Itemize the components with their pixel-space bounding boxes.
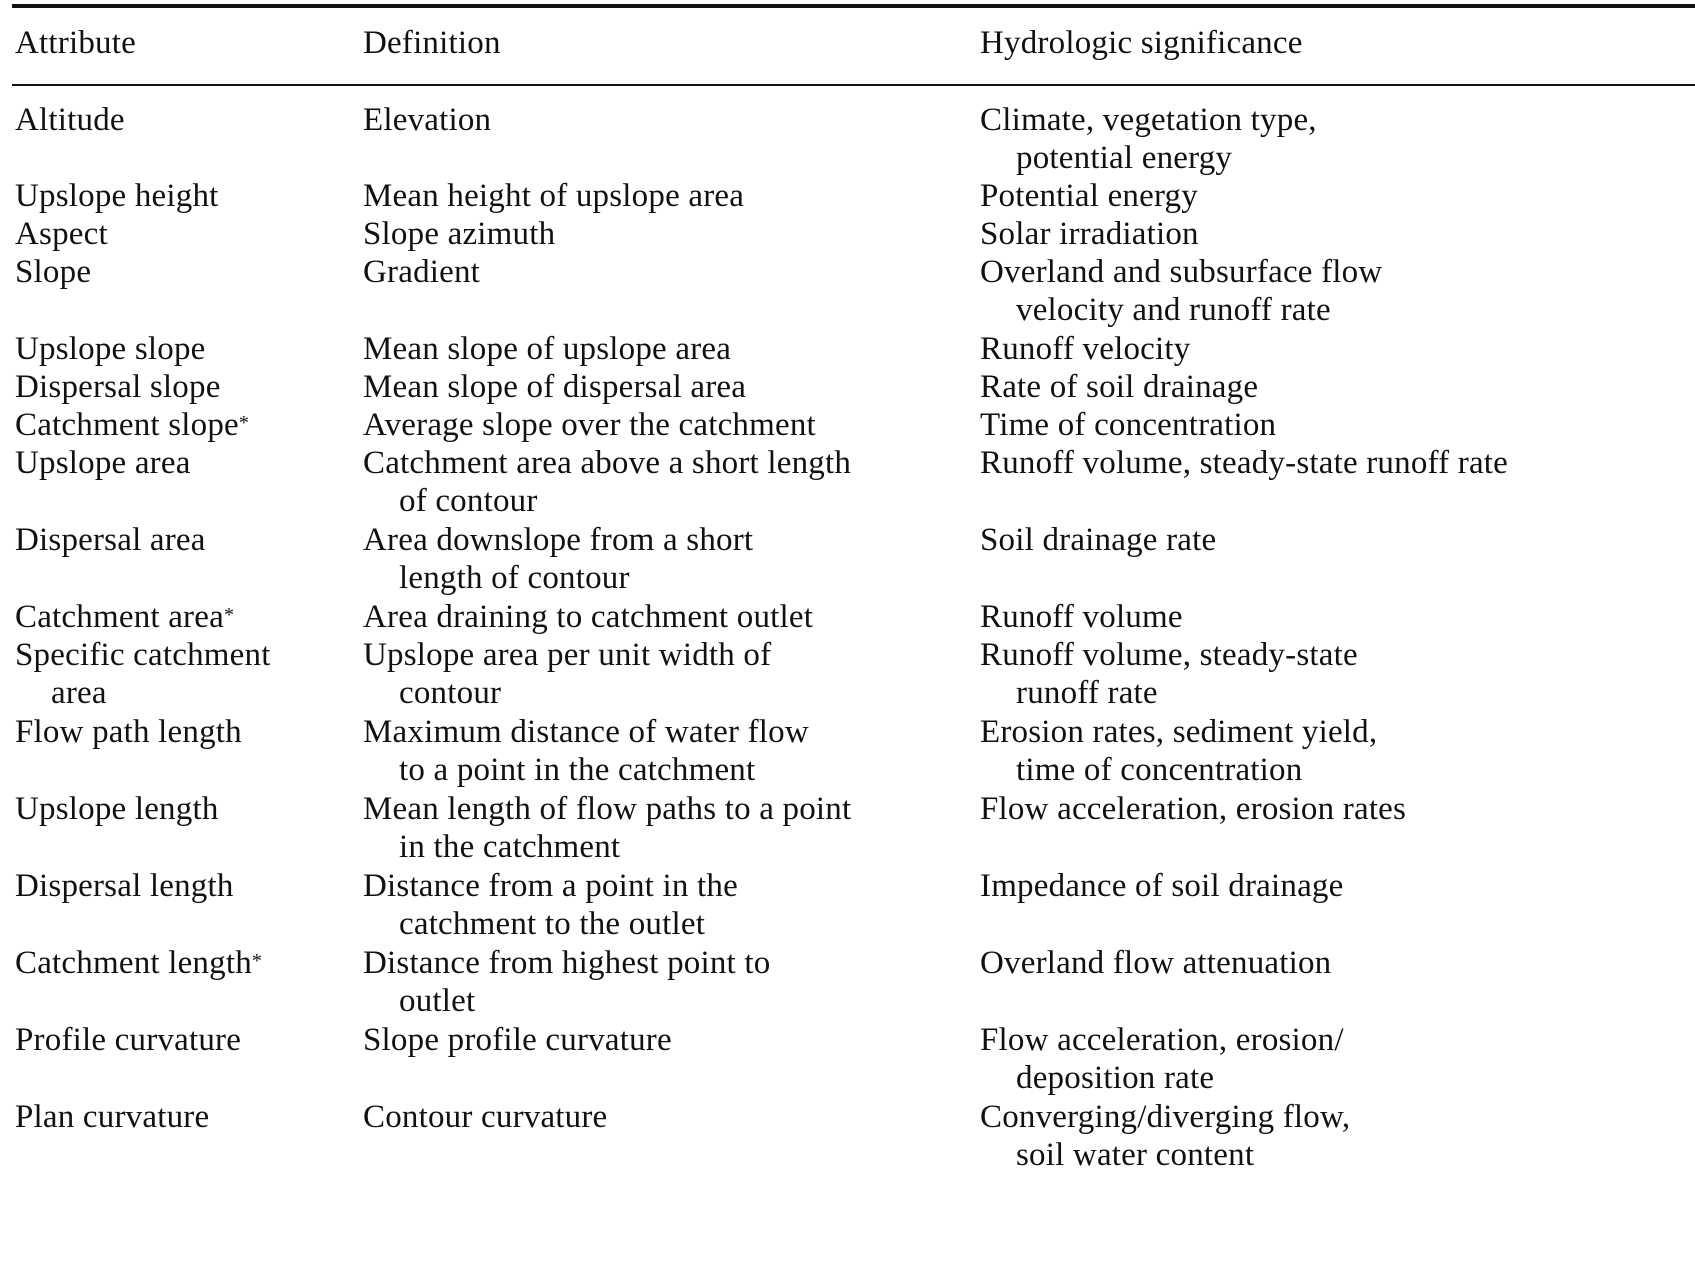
attribute-cell: [15, 867, 234, 905]
definition-cell-line: [363, 790, 851, 828]
significance-cell-text: Overland and subsurface flow: [980, 254, 1383, 290]
definition-cell: [363, 368, 746, 406]
significance-cell-line: [980, 1021, 1344, 1059]
definition-cell-line: [363, 330, 731, 368]
definition-cell-text: Distance from highest point to: [363, 945, 771, 981]
table-header-rule: [12, 84, 1695, 86]
footnote-asterisk: *: [238, 412, 250, 434]
attribute-cell-line: [15, 330, 206, 368]
definition-cell-line: [363, 828, 851, 866]
significance-cell-line: [980, 101, 1317, 139]
attribute-cell: [15, 713, 242, 751]
significance-cell-text: Runoff volume, steady-state: [980, 637, 1358, 673]
definition-cell-line: [363, 482, 851, 520]
attribute-cell-text: Plan curvature: [15, 1099, 210, 1135]
significance-cell-line: [980, 291, 1382, 329]
significance-cell-line: [980, 867, 1343, 905]
footnote-asterisk: *: [251, 950, 263, 972]
significance-cell: [980, 215, 1199, 253]
attribute-cell: [15, 406, 249, 444]
significance-cell: [980, 444, 1508, 482]
attribute-cell-text: Specific catchment: [15, 637, 271, 673]
attribute-cell: [15, 1098, 209, 1136]
definition-cell-text: Mean slope of dispersal area: [363, 369, 747, 405]
definition-cell: [363, 406, 816, 444]
attribute-cell-text: Catchment length: [15, 945, 252, 981]
attribute-cell: [15, 215, 108, 253]
definition-cell-line: [363, 101, 491, 139]
significance-cell-line: [980, 636, 1358, 674]
significance-cell: [980, 1098, 1350, 1174]
attribute-cell-line: [15, 1021, 241, 1059]
definition-cell-line: [363, 751, 809, 789]
attribute-cell-text: Dispersal area: [15, 522, 206, 558]
attribute-cell-text: Aspect: [15, 216, 108, 252]
significance-cell-line: [980, 368, 1258, 406]
attribute-cell-line: [15, 636, 271, 674]
significance-cell: [980, 867, 1343, 905]
attribute-cell: [15, 177, 219, 215]
significance-cell-line: [980, 1059, 1344, 1097]
definition-cell-line: [363, 444, 851, 482]
attribute-cell: [15, 790, 219, 828]
footnote-asterisk: *: [223, 604, 235, 626]
definition-cell: [363, 636, 771, 712]
attribute-cell: [15, 253, 91, 291]
attribute-cell: [15, 444, 191, 482]
definition-cell-text: of contour: [399, 483, 538, 519]
attribute-cell: [15, 330, 206, 368]
definition-cell: [363, 1021, 672, 1059]
definition-cell: [363, 444, 851, 520]
attribute-cell-text: Altitude: [15, 102, 125, 138]
definition-cell-line: [363, 1098, 607, 1136]
significance-cell-text: Impedance of soil drainage: [980, 868, 1344, 904]
significance-cell-text: Rate of soil drainage: [980, 369, 1259, 405]
definition-cell: [363, 521, 753, 597]
definition-cell-text: Mean height of upslope area: [363, 178, 745, 214]
significance-cell-text: Runoff volume, steady-state runoff rate: [980, 445, 1509, 481]
significance-cell-line: [980, 139, 1317, 177]
header-hydrologic-significance: Hydrologic significance: [980, 25, 1303, 61]
header-attribute: Attribute: [15, 25, 136, 61]
significance-cell-text: soil water content: [1016, 1137, 1255, 1173]
attribute-cell-text: Catchment area: [15, 599, 224, 635]
significance-cell-line: [980, 521, 1216, 559]
definition-cell-text: catchment to the outlet: [399, 906, 706, 942]
significance-cell: [980, 406, 1276, 444]
attribute-cell-line: [15, 867, 234, 905]
definition-cell: [363, 215, 555, 253]
attribute-cell-line: [15, 1098, 209, 1136]
significance-cell: [980, 944, 1331, 982]
attribute-cell-text: Upslope length: [15, 791, 219, 827]
header-definition: Definition: [363, 25, 501, 61]
definition-cell-line: [363, 559, 753, 597]
significance-cell-text: Converging/diverging flow,: [980, 1099, 1351, 1135]
attribute-cell-text: Profile curvature: [15, 1022, 242, 1058]
attribute-cell-line: [15, 253, 91, 291]
significance-cell-line: [980, 406, 1276, 444]
definition-cell-text: Gradient: [363, 254, 481, 290]
definition-cell: [363, 101, 491, 139]
attribute-cell-text: Catchment slope: [15, 407, 239, 443]
significance-cell-text: time of concentration: [1016, 752, 1303, 788]
significance-cell-line: [980, 177, 1198, 215]
definition-cell-line: [363, 177, 744, 215]
definition-cell: [363, 598, 813, 636]
definition-cell: [363, 944, 770, 1020]
definition-cell-line: [363, 867, 738, 905]
definition-cell: [363, 1098, 607, 1136]
definition-cell-text: outlet: [399, 983, 476, 1019]
significance-cell-text: velocity and runoff rate: [1016, 292, 1331, 328]
definition-cell-text: Average slope over the catchment: [363, 407, 816, 443]
definition-cell-text: Area downslope from a short: [363, 522, 754, 558]
attribute-cell-line: [15, 177, 219, 215]
significance-cell-text: runoff rate: [1016, 675, 1158, 711]
attribute-cell: [15, 598, 234, 636]
attribute-cell-line: [15, 790, 219, 828]
significance-cell: [980, 713, 1377, 789]
definition-cell-line: [363, 406, 816, 444]
definition-cell-line: [363, 982, 770, 1020]
significance-cell-text: Solar irradiation: [980, 216, 1199, 252]
definition-cell-line: [363, 253, 480, 291]
definition-cell: [363, 177, 744, 215]
significance-cell-text: deposition rate: [1016, 1060, 1215, 1096]
definition-cell-text: Slope azimuth: [363, 216, 556, 252]
attribute-cell: [15, 101, 125, 139]
attribute-cell: [15, 368, 221, 406]
significance-cell-line: [980, 944, 1331, 982]
definition-cell: [363, 790, 851, 866]
attribute-cell-line: [15, 368, 221, 406]
significance-cell-line: [980, 444, 1508, 482]
definition-cell-line: [363, 905, 738, 943]
definition-cell-line: [363, 215, 555, 253]
significance-cell: [980, 368, 1258, 406]
attribute-cell-line: [15, 713, 242, 751]
definition-cell-text: Distance from a point in the: [363, 868, 738, 904]
definition-cell: [363, 330, 731, 368]
attribute-cell-text: Upslope height: [15, 178, 219, 214]
definition-cell-text: Mean slope of upslope area: [363, 331, 732, 367]
definition-cell-text: Upslope area per unit width of: [363, 637, 772, 673]
definition-cell-line: [363, 368, 746, 406]
significance-cell: [980, 636, 1358, 712]
attribute-cell-text: area: [51, 675, 107, 711]
attribute-cell-line: [15, 944, 262, 982]
significance-cell-text: Soil drainage rate: [980, 522, 1217, 558]
attribute-cell-line: [15, 598, 234, 636]
significance-cell: [980, 253, 1382, 329]
definition-cell-text: to a point in the catchment: [399, 752, 756, 788]
significance-cell-line: [980, 713, 1377, 751]
attribute-cell-line: [15, 215, 108, 253]
attribute-cell-line: [15, 101, 125, 139]
significance-cell-text: Runoff velocity: [980, 331, 1191, 367]
attribute-cell: [15, 636, 271, 712]
significance-cell-line: [980, 215, 1199, 253]
definition-cell: [363, 713, 809, 789]
significance-cell-line: [980, 790, 1406, 828]
significance-cell-line: [980, 674, 1358, 712]
table-top-rule: [12, 4, 1695, 8]
definition-cell: [363, 867, 738, 943]
definition-cell-text: Elevation: [363, 102, 492, 138]
significance-cell-line: [980, 751, 1377, 789]
definition-cell-line: [363, 636, 771, 674]
attribute-cell-line: [15, 444, 191, 482]
significance-cell-line: [980, 1098, 1350, 1136]
definition-cell-text: contour: [399, 675, 502, 711]
significance-cell-text: Potential energy: [980, 178, 1198, 214]
significance-cell-text: Climate, vegetation type,: [980, 102, 1317, 138]
definition-cell-text: length of contour: [399, 560, 630, 596]
definition-cell-line: [363, 1021, 672, 1059]
attribute-cell-text: Flow path length: [15, 714, 242, 750]
significance-cell-line: [980, 1136, 1350, 1174]
significance-cell-text: Time of concentration: [980, 407, 1277, 443]
definition-cell-text: Area draining to catchment outlet: [363, 599, 814, 635]
attribute-cell: [15, 944, 262, 982]
definition-cell-line: [363, 521, 753, 559]
significance-cell-text: Flow acceleration, erosion/: [980, 1022, 1344, 1058]
attribute-cell: [15, 521, 206, 559]
significance-cell-text: Overland flow attenuation: [980, 945, 1332, 981]
attribute-cell-line: [15, 406, 249, 444]
significance-cell-line: [980, 598, 1183, 636]
definition-cell-text: Catchment area above a short length: [363, 445, 852, 481]
significance-cell: [980, 790, 1406, 828]
attribute-cell-text: Dispersal slope: [15, 369, 221, 405]
significance-cell-text: Runoff volume: [980, 599, 1183, 635]
definition-cell-line: [363, 598, 813, 636]
significance-cell-text: potential energy: [1016, 140, 1233, 176]
significance-cell: [980, 598, 1183, 636]
significance-cell-line: [980, 330, 1190, 368]
significance-cell: [980, 1021, 1344, 1097]
significance-cell-text: Erosion rates, sediment yield,: [980, 714, 1378, 750]
attribute-cell-text: Dispersal length: [15, 868, 234, 904]
attribute-cell-text: Upslope slope: [15, 331, 206, 367]
definition-cell: [363, 253, 480, 291]
significance-cell: [980, 101, 1317, 177]
significance-cell-line: [980, 253, 1382, 291]
attribute-cell-text: Slope: [15, 254, 92, 290]
attribute-cell-text: Upslope area: [15, 445, 191, 481]
attribute-cell: [15, 1021, 241, 1059]
attribute-cell-line: [15, 521, 206, 559]
significance-cell-text: Flow acceleration, erosion rates: [980, 791, 1407, 827]
definition-cell-text: Contour curvature: [363, 1099, 608, 1135]
significance-cell: [980, 177, 1198, 215]
definition-cell-line: [363, 944, 770, 982]
attribute-cell-line: [15, 674, 271, 712]
definition-cell-text: Mean length of flow paths to a point: [363, 791, 852, 827]
definition-cell-line: [363, 713, 809, 751]
definition-cell-text: Maximum distance of water flow: [363, 714, 809, 750]
significance-cell: [980, 330, 1190, 368]
definition-cell-text: Slope profile curvature: [363, 1022, 672, 1058]
definition-cell-text: in the catchment: [399, 829, 621, 865]
significance-cell: [980, 521, 1216, 559]
definition-cell-line: [363, 674, 771, 712]
